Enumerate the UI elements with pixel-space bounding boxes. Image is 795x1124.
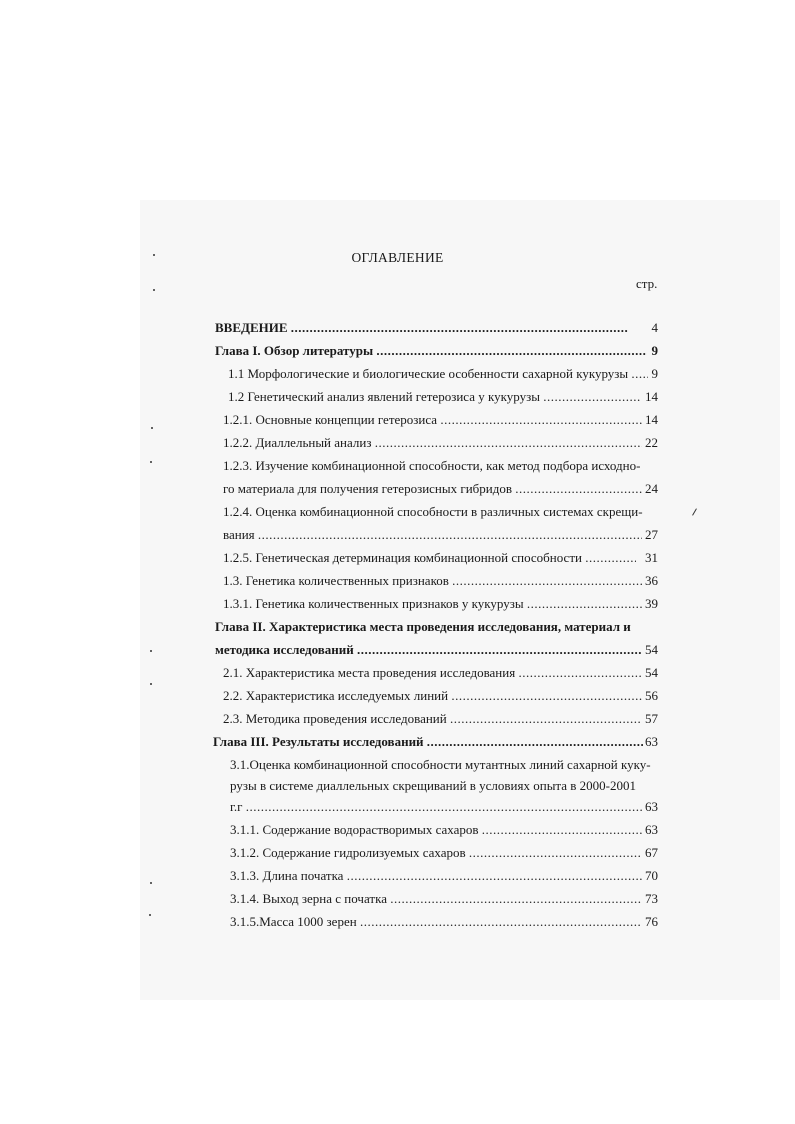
toc-entry: 1.1 Морфологические и биологические особенности сахарной кукурузы .....	[228, 366, 648, 382]
toc-entry: 1.2 Генетический анализ явлений гетерозиса у кукурузы .....	[228, 389, 641, 405]
toc-entry: рузы в системе диаллельных скрещиваний в условиях опыта в 2000-2001	[230, 778, 637, 793]
toc-page-number: 22	[645, 435, 658, 450]
toc-entry: 1.2.2. Диаллельный анализ .....	[223, 435, 642, 451]
toc-entry: 1.2.1. Основные концепции гетерозиса .....	[223, 412, 642, 428]
toc-entry: 2.2. Характеристика исследуемых линий .....	[223, 688, 642, 704]
toc-entry: 2.1. Характеристика места проведения исследования .....	[223, 665, 642, 681]
toc-entry: Глава II. Характеристика места проведения исследования, материал и	[215, 619, 631, 634]
toc-entry: ВВЕДЕНИЕ .....	[215, 320, 628, 336]
toc-page-number: 36	[645, 573, 658, 588]
toc-entry: 1.2.4. Оценка комбинационной способности в различных системах скрещи-	[223, 504, 643, 519]
scan-speck	[150, 683, 152, 685]
page-column-label: стр.	[636, 276, 658, 291]
toc-page-number: 54	[645, 665, 658, 680]
toc-page-number: 54	[645, 642, 658, 657]
toc-page-number: 70	[645, 868, 658, 883]
toc-entry: 2.3. Методика проведения исследований .....	[223, 711, 642, 727]
toc-page-number: 67	[645, 845, 658, 860]
toc-page-number: 14	[645, 389, 658, 404]
toc-entry: 1.2.5. Генетическая детерминация комбинационной способности .....	[223, 550, 636, 566]
toc-page-number: 56	[645, 688, 658, 703]
toc-entry: методика исследований .....	[215, 642, 642, 658]
toc-page-number: 27	[645, 527, 658, 542]
toc-page-number: 31	[645, 550, 658, 565]
toc-page-number: 39	[645, 596, 658, 611]
toc-page-number: 76	[645, 914, 658, 929]
scan-speck	[150, 461, 152, 463]
scan-speck	[150, 882, 152, 884]
scan-speck	[149, 914, 151, 916]
toc-entry: 3.1.3. Длина початка .....	[230, 868, 642, 884]
scan-speck	[153, 254, 155, 256]
toc-page-number: 63	[645, 734, 658, 749]
toc-page-number: 63	[645, 822, 658, 837]
toc-entry: 3.1.1. Содержание водорастворимых сахаров .....	[230, 822, 642, 838]
scan-speck	[150, 650, 152, 652]
toc-page-number: 14	[645, 412, 658, 427]
document-title: ОГЛАВЛЕНИЕ	[351, 250, 444, 265]
toc-page-number: 4	[651, 320, 658, 335]
toc-entry: Глава III. Результаты исследований .....	[213, 734, 643, 750]
toc-entry: 1.3. Генетика количественных признаков .....	[223, 573, 642, 589]
toc-page-number: 9	[651, 366, 658, 381]
toc-entry: 3.1.2. Содержание гидролизуемых сахаров .....	[230, 845, 642, 861]
toc-entry: го материала для получения гетерозисных гибридов .....	[223, 481, 642, 497]
toc-page-number: 57	[645, 711, 658, 726]
toc-page-number: 9	[651, 343, 658, 358]
scan-speck	[153, 289, 155, 291]
toc-entry: вания .....	[223, 527, 642, 543]
toc-entry: 3.1.Оценка комбинационной способности мутантных линий сахарной куку-	[230, 757, 651, 772]
toc-entry: 3.1.5.Масса 1000 зерен .....	[230, 914, 642, 930]
toc-page-number: 63	[645, 799, 658, 814]
toc-entry: г.г .....	[230, 799, 642, 815]
toc-entry: 1.3.1. Генетика количественных признаков у кукурузы .....	[223, 596, 642, 612]
toc-page-number: 73	[645, 891, 658, 906]
toc-entry: 3.1.4. Выход зерна с початка .....	[230, 891, 642, 907]
toc-entry: 1.2.3. Изучение комбинационной способности, как метод подбора исходно-	[223, 458, 641, 473]
toc-entry: Глава I. Обзор литературы .....	[215, 343, 647, 359]
scan-speck	[151, 427, 153, 429]
toc-page-number: 24	[645, 481, 658, 496]
